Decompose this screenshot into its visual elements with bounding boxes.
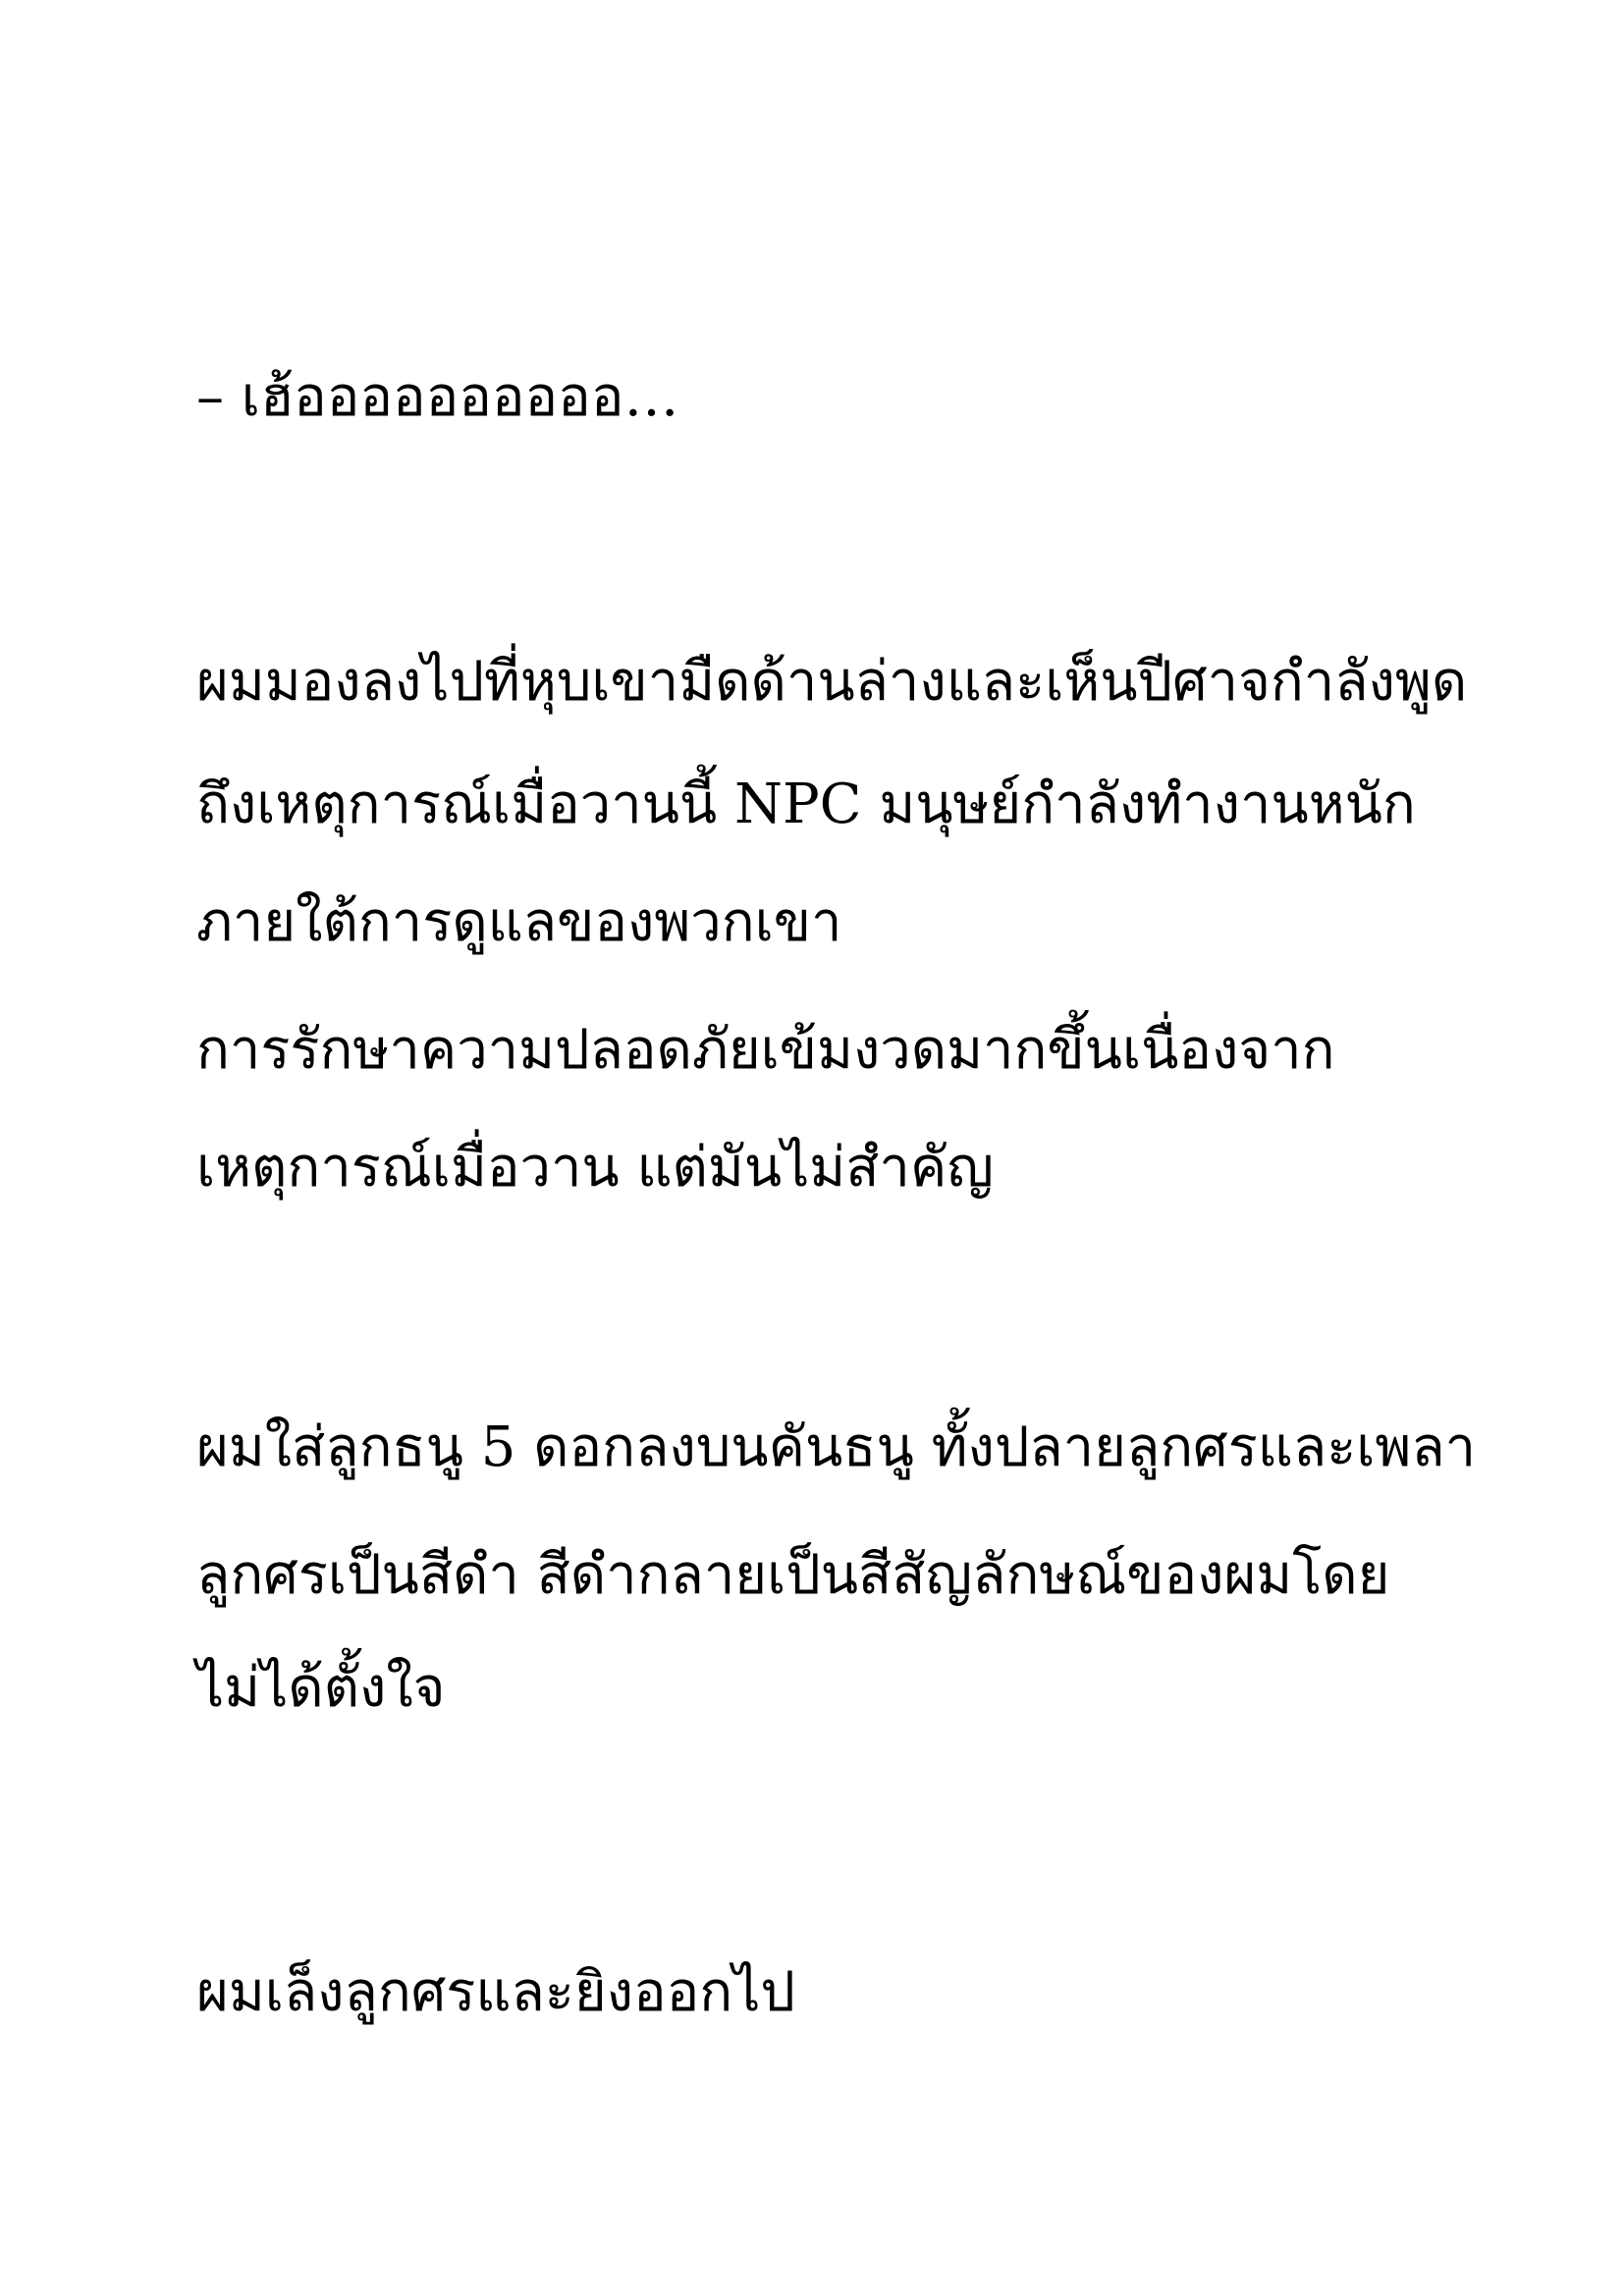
text-line: ผมใส่ลูกธนู 5 ดอกลงบนคันธนู ทั้งปลายลูกศรและเพลา	[196, 1415, 1477, 1479]
text-line: เหตุการณ์เมื่อวาน แต่มันไม่สำคัญ	[196, 1136, 994, 1200]
text-line: การรักษาความปลอดภัยเข้มงวดมากขึ้นเนื่องจาก	[196, 1018, 1335, 1082]
text-line: ไม่ได้ตั้งใจ	[196, 1656, 446, 1720]
text-line: ลูกศรเป็นสีดำ สีดำกลายเป็นสีสัญลักษณ์ของผมโดย	[196, 1543, 1390, 1607]
text-line: ผมเล็งลูกศรและยิงออกไป	[196, 1960, 795, 2024]
text-line: – เฮ้ออออออออออ…	[196, 365, 679, 429]
text-line: ถึงเหตุการณ์เมื่อวานนี้ NPC มนุษย์กำลังทำงานหนัก	[196, 773, 1416, 836]
text-line: ผมมองลงไปที่หุบเขามืดด้านล่างและเห็นปีศาจกำลังพูด	[196, 650, 1468, 714]
text-line: ภายใต้การดูแลของพวกเขา	[196, 890, 842, 954]
